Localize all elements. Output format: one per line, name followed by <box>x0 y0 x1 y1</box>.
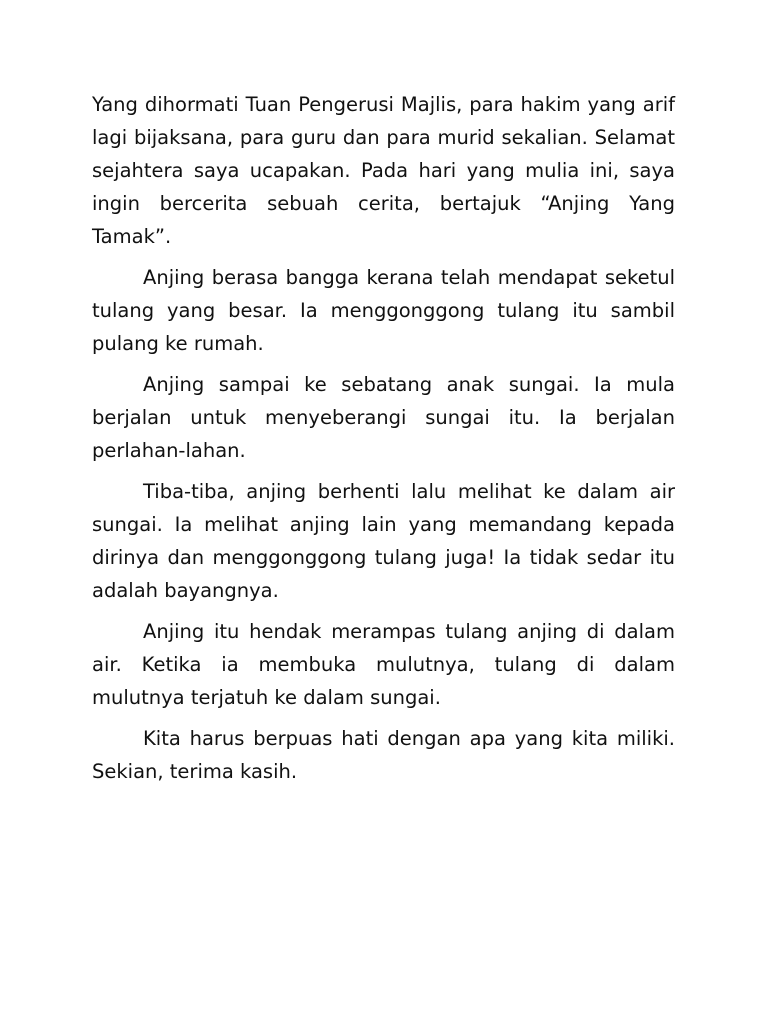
paragraph-bone-falls: Anjing itu hendak merampas tulang anjing di dalam air. Ketika ia membuka mulutnya, tulang di dalam mulutnya terjatuh ke dalam sungai. <box>92 620 675 709</box>
paragraph-river: Anjing sampai ke sebatang anak sungai. Ia mula berjalan untuk menyeberangi sungai itu. Ia berjalan perlahan-lahan. <box>92 373 675 462</box>
paragraph-reflection: Tiba-tiba, anjing berhenti lalu melihat ke dalam air sungai. Ia melihat anjing lain yang memandang kepada dirinya dan menggonggong tulang juga! Ia tidak sedar itu adalah bayangnya. <box>92 480 675 602</box>
paragraph-intro: Yang dihormati Tuan Pengerusi Majlis, para hakim yang arif lagi bijaksana, para guru dan para murid sekalian. Selamat sejahtera saya ucapakan. Pada hari yang mulia ini, saya ingin bercerita sebuah cerita, bertajuk “Anjing Yang Tamak”. <box>92 93 675 248</box>
paragraph-closing: Kita harus berpuas hati dengan apa yang kita miliki. Sekian, terima kasih. <box>92 727 675 783</box>
document-page <box>92 88 675 796</box>
paragraph-dog-proud: Anjing berasa bangga kerana telah mendapat seketul tulang yang besar. Ia menggonggong tulang itu sambil pulang ke rumah. <box>92 266 675 355</box>
